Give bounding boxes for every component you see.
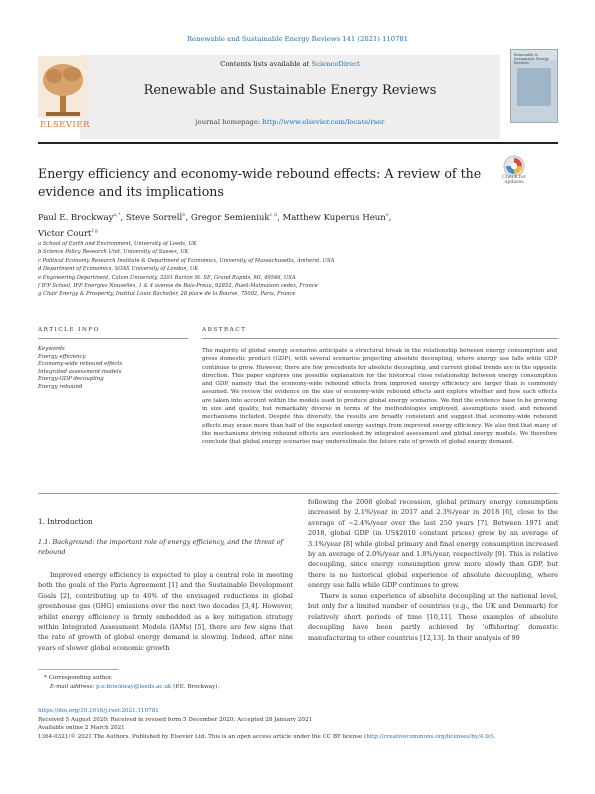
keyword: Energy-GDP decoupling xyxy=(38,376,104,382)
article-info-heading: ARTICLE INFO xyxy=(38,327,100,333)
affiliation: a School of Earth and Environment, University of Leeds, UK xyxy=(38,241,197,247)
author-email-link[interactable]: p.e.brockway@leeds.ac.uk xyxy=(95,684,172,691)
affiliation: b Science Policy Research Unit, University of Sussex, UK xyxy=(38,249,189,256)
affiliation: f IFP School, IFP Energies Nouvelles, 1 & 4 avenue de Bois-Préau, 92852, Rueil-Malmaison cedex, France xyxy=(38,283,318,290)
footnote-rule xyxy=(38,669,118,670)
author[interactable]: Gregor Semieniuk xyxy=(190,212,270,223)
author-list: Paul E. Brockway$^{a,*}$, Steve Sorrell$^b$, Gregor Semieniuk$^{c,d}$, Matthew Kuperus Heun$^e$, Victor Court$^{f,g}$ xyxy=(38,212,392,239)
crossmark-label[interactable]: Check for updates xyxy=(502,175,526,185)
subsection-heading: 1.1. Background: the important role of energy efficiency, and the threat of rebound xyxy=(38,538,283,556)
keyword: Economy-wide rebound effects xyxy=(38,361,123,367)
journal-homepage-link[interactable]: http://www.elsevier.com/locate/rser xyxy=(262,118,385,126)
footnote xyxy=(38,674,438,692)
cover-artwork xyxy=(517,68,551,106)
journal-cover-image xyxy=(510,49,558,123)
received-dates: Received 5 August 2020; Received in revised form 5 December 2020; Accepted 28 January 2021 xyxy=(38,716,313,723)
intro-paragraph-right-1: following the 2008 global recession, global primary energy consumption increased by 2.1%/year in 2017 and 2.3%/year in 2018 [6], close to the average of ~2.4%/year over the last 250 years [7]. Between 1971 and 2018, global GDP (in US$2010 constant prices) grew by an average of 3.1%/year [8] while global primary and final energy consumption increased by an average of 2.0%/year and 1.8%/year, respectively [9]. This is relative decoupling, since energy consumption grew more slowly than GDP, but there is no historical global experience of absolute decoupling, where energy use falls while GDP continues to grow. xyxy=(308,498,558,590)
affiliation: c Political Economy Research Institute & Department of Economics, University of Massachusetts, Amherst, USA xyxy=(38,257,335,264)
abstract-text: The majority of global energy scenarios anticipate a structural break in the relationship between energy consumption and gross domestic product (GDP), with several scenarios projecting absolute decoupling, where energy use falls while GDP continues to grow. However, there are few precedents for absolute decoupling, and current global trends are in the opposite direction. This paper explores one possible explanation for the historical close relationship between energy consumption and GDP, namely that the economy-wide rebound effects from improved energy efficiency are larger than is commonly assumed. We review the evidence on the size of economy-wide rebound effects and explore whether and how such effects are taken into account within the models used to produce global energy scenarios. We find the evidence base to be growing in size and quality, but remarkably diverse in terms of the methodologies employed, assumptions used, and rebound mechanisms included. Despite this diversity, the results are broadly consistent and suggest that economy-wide rebound effects may erase more than half of the expected energy savings from improved energy efficiency. We also find that many of the mechanisms driving rebound effects are overlooked by integrated assessment and global energy models. We therefore conclude that global energy scenarios may underestimate the future rate of growth of global energy demand. xyxy=(202,348,557,446)
journal-homepage-line: journal homepage: http://www.elsevier.com/locate/rser xyxy=(195,118,385,126)
affiliation: d Department of Economics, SOAS University of London, UK xyxy=(38,266,199,273)
author[interactable]: Victor Court xyxy=(38,228,92,239)
keywords-label: Keywords xyxy=(38,346,65,352)
journal-reference[interactable]: Renewable and Sustainable Energy Reviews 141 (2021) 110781 xyxy=(186,35,409,43)
article-footer xyxy=(38,707,558,742)
affiliations xyxy=(38,240,558,299)
article-info-rule xyxy=(38,338,188,339)
abstract-heading: ABSTRACT xyxy=(202,327,247,333)
keyword: Energy rebound xyxy=(38,383,83,390)
author[interactable]: Matthew Kuperus Heun xyxy=(282,212,386,223)
sciencedirect-link[interactable]: ScienceDirect xyxy=(311,60,360,68)
section-heading: 1. Introduction xyxy=(38,517,93,526)
header-divider xyxy=(38,142,558,144)
email-line: E-mail address: p.e.brockway@leeds.ac.uk (P.E. Brockway). xyxy=(50,684,220,691)
keyword: Energy efficiency xyxy=(38,353,86,360)
available-online: Available online 2 March 2021 xyxy=(38,725,125,732)
license-link[interactable]: http://creativecommons.org/licenses/by/4.0/ xyxy=(366,734,491,741)
abstract-rule xyxy=(202,338,558,339)
corresponding-author-note: * Corresponding author. xyxy=(44,675,113,681)
cover-title: Renewable & Sustainable Energy Reviews xyxy=(514,53,549,65)
contents-line: Contents lists available at ScienceDirect xyxy=(220,60,360,68)
author[interactable]: Steve Sorrell xyxy=(125,212,183,223)
publisher-name: ELSEVIER xyxy=(40,120,90,130)
abstract-bottom-rule xyxy=(38,493,558,494)
article-title: Energy efficiency and economy-wide rebound effects: A review of the evidence and its implications xyxy=(38,166,482,199)
journal-title: Renewable and Sustainable Energy Reviews xyxy=(143,83,437,98)
affiliation: g Chair Energy & Prosperity, Institut Louis Bachelier, 28 place de la Bourse, 75002, Paris, France xyxy=(38,291,296,298)
doi-link[interactable]: https://doi.org/10.1016/j.rser.2021.110781 xyxy=(38,708,159,714)
intro-paragraph-left: Improved energy efficiency is expected to play a central role in meeting both the goals of the Paris Agreement [1] and the Sustainable Development Goals [2], contributing up to 40% of the envisaged reductions in global greenhouse gas (GHG) emissions over the next two decades [3,4]. However, whilst energy efficiency is firmly embedded as a key mitigation strategy within Integrated Assessment Models (IAMs) [5], there are few signs that the rate of growth of global energy demand is slowing. Indeed, after nine years of slower global economic growth xyxy=(38,571,293,652)
keyword: Integrated assessment models xyxy=(38,368,122,375)
intro-paragraph-right-2: There is some experience of absolute decoupling at the national level, but only for a limited number of countries (e.g., the UK and Denmark) for relatively short periods of time [10,11]. These examples of absolute decoupling have been partly achieved by ‘offshoring’ domestic manufacturing to other countries [12,13]. In their analysis of 99 xyxy=(308,592,558,642)
affiliation: e Engineering Department, Calvin University, 3201 Burton St. SE, Grand Rapids, MI, 49546, USA xyxy=(38,274,296,281)
keywords-block xyxy=(38,346,188,391)
author[interactable]: Paul E. Brockway xyxy=(38,212,114,223)
license-line: 1364-0321/© 2021 The Authors. Published by Elsevier Ltd. This is an open access article under the CC BY license (http://creativecommons.org/licenses/by/4.0/). xyxy=(38,734,495,741)
